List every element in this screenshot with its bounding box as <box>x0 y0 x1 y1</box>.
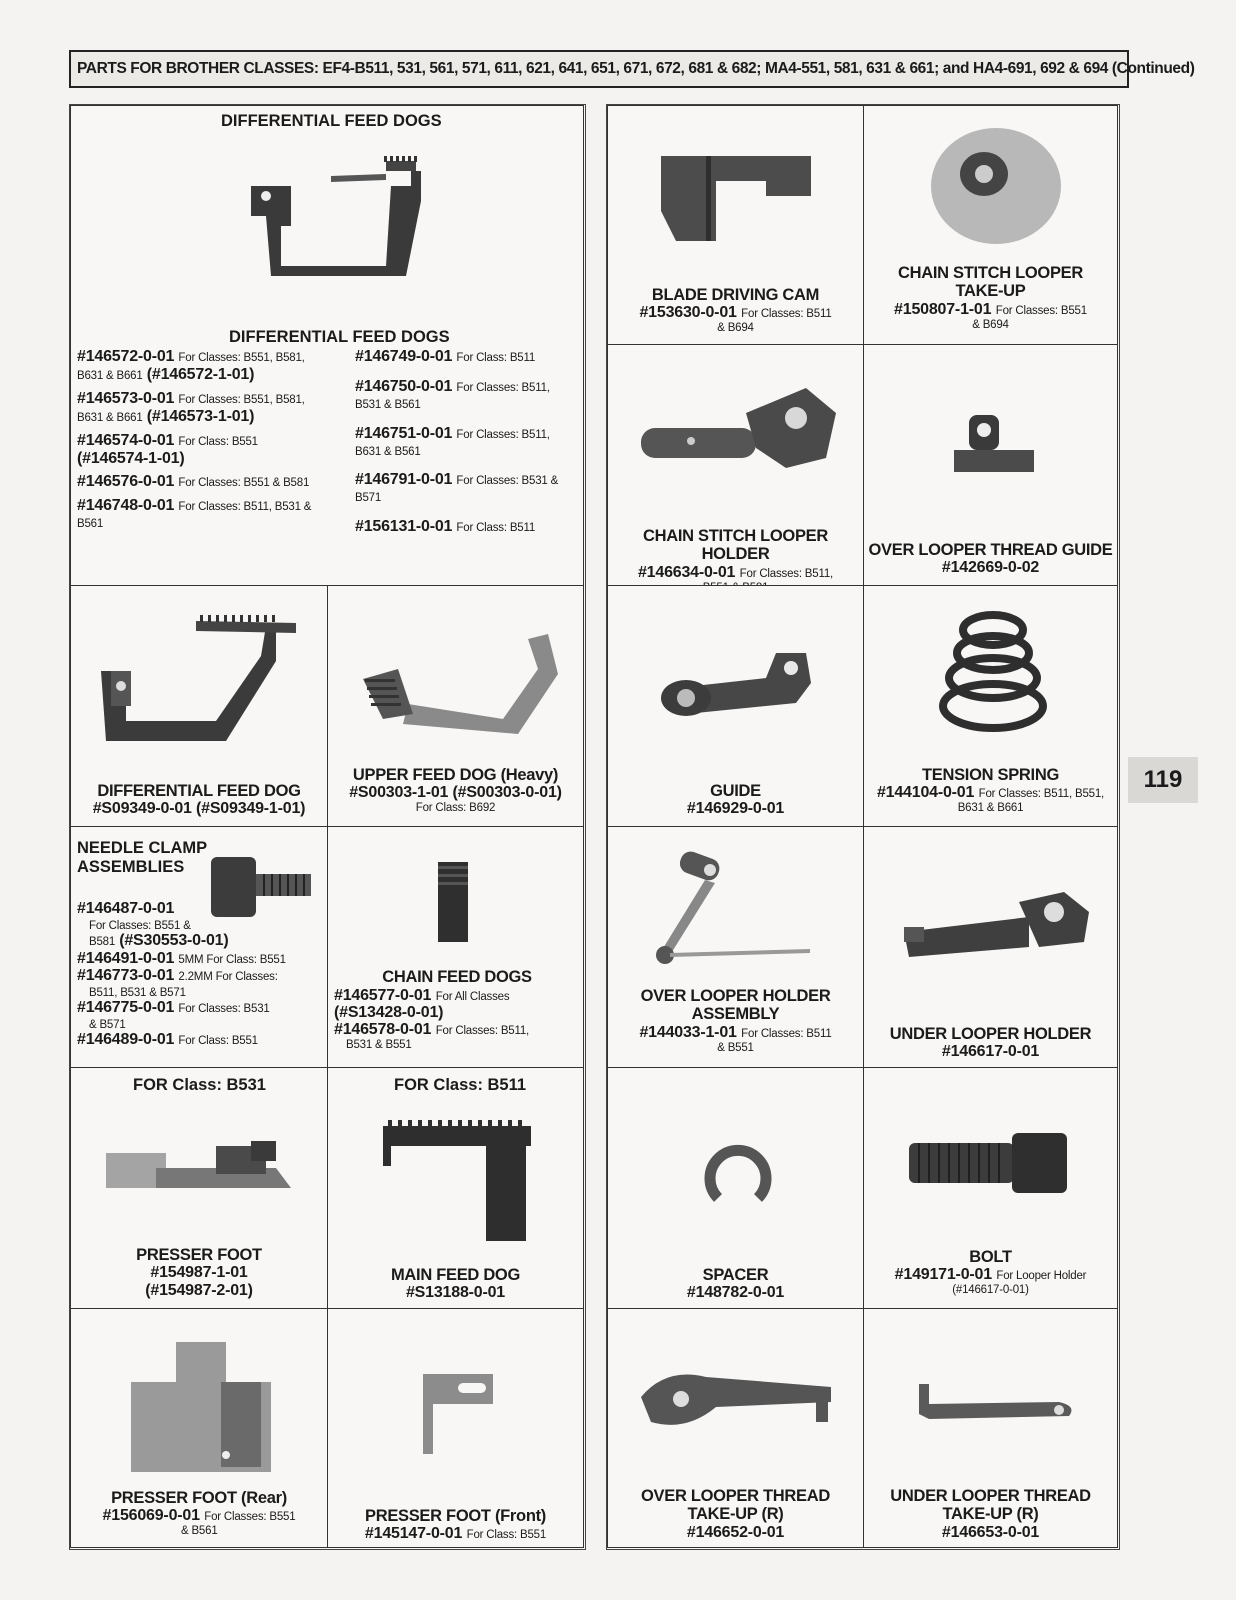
list-item: #146748-0-01 For Classes: B511, B531 & B561 <box>77 497 312 531</box>
blade-cam-caption: BLADE DRIVING CAM #153630-0-01 For Classes: B511 & B694 <box>639 286 832 335</box>
presser-foot-rear-photo <box>126 1337 276 1477</box>
diff-feed-dogs-heading: DIFFERENTIAL FEED DOGS <box>221 112 442 130</box>
diff-feed-dogs-cell <box>70 105 584 586</box>
upper-feed-dog-photo <box>353 624 563 744</box>
spacer-photo <box>698 1133 778 1213</box>
list-item: #146572-0-01 For Classes: B551, B581, B631 & B661 (#146572-1-01) <box>77 348 305 383</box>
list-item: #156131-0-01 For Class: B511 <box>355 518 536 536</box>
diff-feed-dogs-col2 <box>355 348 577 542</box>
list-item: #146775-0-01 For Classes: B531 & B571 <box>77 998 270 1031</box>
spacer-caption: SPACER #148782-0-01 <box>686 1266 785 1302</box>
guide-caption: GUIDE #146929-0-01 <box>686 782 785 818</box>
blade-cam-cell <box>607 105 864 345</box>
over-holder-photo <box>650 845 815 975</box>
chain-holder-photo <box>636 383 836 478</box>
under-holder-caption: UNDER LOOPER HOLDER #146617-0-01 <box>889 1025 1092 1061</box>
header-title: PARTS FOR BROTHER CLASSES: EF4-B511, 531, 561, 571, 611, 621, 641, 651, 671, 672, 681 & 682; MA4-551, 581, 631 & 661; and HA4-691, 692 & 694 (Continued) <box>77 60 1195 77</box>
diff-feed-dog-cell <box>70 585 328 827</box>
over-holder-caption: OVER LOOPER HOLDER ASSEMBLY #144033-1-01 For Classes: B511 & B551 <box>639 987 832 1054</box>
tension-spring-cell <box>863 585 1118 827</box>
bolt-cell <box>863 1067 1118 1309</box>
tension-spring-caption: TENSION SPRING #144104-0-01 For Classes: B511, B551, B631 & B661 <box>876 766 1105 815</box>
main-feed-dog-caption: MAIN FEED DOG #S13188-0-01 <box>390 1266 521 1302</box>
list-item: #146574-0-01 For Class: B551 (#146574-1-01) <box>77 431 258 467</box>
upper-feed-dog-cell <box>327 585 584 827</box>
spacer-cell <box>607 1067 864 1309</box>
over-takeup-cell <box>607 1308 864 1548</box>
needle-clamp-list <box>77 901 325 1048</box>
bolt-photo <box>904 1128 1074 1198</box>
blade-cam-photo <box>656 151 816 246</box>
presser-foot-front-caption: PRESSER FOOT (Front) #145147-0-01 For Class: B551 <box>364 1507 547 1543</box>
presser-foot-rear-cell <box>70 1308 328 1548</box>
presser-foot-rear-caption: PRESSER FOOT (Rear) #156069-0-01 For Classes: B551 & B561 <box>102 1489 296 1538</box>
under-holder-photo <box>899 887 1089 967</box>
chain-takeup-cell <box>863 105 1118 345</box>
under-takeup-cell <box>863 1308 1118 1548</box>
presser-foot-front-cell <box>327 1308 584 1548</box>
chain-feed-dogs-photo <box>428 862 478 947</box>
over-takeup-caption: OVER LOOPER THREAD TAKE-UP (R) #146652-0-01 <box>641 1487 830 1541</box>
right-panel <box>606 104 1120 1550</box>
under-takeup-caption: UNDER LOOPER THREAD TAKE-UP (R) #146653-0-01 <box>890 1487 1091 1541</box>
diff-feed-dog-photo <box>96 611 306 761</box>
list-item: #146773-0-01 2.2MM For Classes: B511, B531 & B571 <box>77 966 278 999</box>
list-item: #146576-0-01 For Classes: B551 & B581 <box>77 473 310 491</box>
under-takeup-photo <box>909 1374 1079 1434</box>
over-holder-cell <box>607 826 864 1068</box>
chain-feed-dogs-caption: CHAIN FEED DOGS #146577-0-01 For All Classes (#S13428-0-01) #146578-0-01 For Classes: B511, B531 & B551 <box>334 968 532 1051</box>
diff-feed-dog-caption: DIFFERENTIAL FEED DOG #S09349-0-01 (#S09349-1-01) <box>92 782 306 818</box>
presser-foot-front-photo <box>418 1369 498 1459</box>
chain-feed-dogs-cell <box>327 826 584 1068</box>
chain-takeup-caption: CHAIN STITCH LOOPER TAKE-UP #150807-1-01 For Classes: B551 & B694 <box>894 264 1087 331</box>
list-item: #146749-0-01 For Class: B511 <box>355 348 536 365</box>
list-item: #146489-0-01 For Class: B551 <box>77 1030 258 1048</box>
over-guide-cell <box>863 344 1118 586</box>
diff-feed-dogs-col1 <box>77 348 327 538</box>
list-item: #146751-0-01 For Classes: B511, B631 & B561 <box>355 424 550 458</box>
needle-clamp-cell <box>70 826 328 1068</box>
list-item: #146487-0-01 For Classes: B551 & B581 (#S30553-0-01) <box>77 900 229 950</box>
diff-feed-dogs-subheading: DIFFERENTIAL FEED DOGS <box>229 328 450 346</box>
chain-takeup-photo <box>926 124 1066 249</box>
chain-holder-caption: CHAIN STITCH LOOPER HOLDER #146634-0-01 For Classes: B511, <box>637 527 834 581</box>
list-item: #146791-0-01 For Classes: B531 & B571 <box>355 471 559 505</box>
over-guide-photo <box>949 410 1039 480</box>
needle-clamp-heading: NEEDLE CLAMP ASSEMBLIES <box>77 839 208 876</box>
over-takeup-photo <box>636 1357 836 1437</box>
main-feed-dog-photo <box>378 1118 538 1248</box>
for-b511-label: FOR Class: B511 <box>394 1076 527 1094</box>
bolt-caption: BOLT #149171-0-01 For Looper Holder (#146617-0-01) <box>894 1248 1087 1297</box>
guide-cell <box>607 585 864 827</box>
under-holder-cell <box>863 826 1118 1068</box>
page-header <box>69 50 1195 88</box>
for-b531-label: FOR Class: B531 <box>133 1076 266 1094</box>
guide-photo <box>656 648 816 728</box>
list-item: #146573-0-01 For Classes: B551, B581, B631 & B661 (#146573-1-01) <box>77 389 305 425</box>
list-item: #146750-0-01 For Classes: B511, B531 & B561 <box>355 377 550 411</box>
presser-foot-photo <box>106 1138 296 1198</box>
tension-spring-photo <box>936 608 1051 753</box>
list-item: #146491-0-01 5MM For Class: B551 <box>77 950 286 968</box>
page-number: 119 <box>1128 757 1198 803</box>
main-feed-dog-cell <box>327 1067 584 1309</box>
diff-feed-dogs-photo <box>236 156 436 296</box>
presser-foot-cell <box>70 1067 328 1309</box>
presser-foot-caption: PRESSER FOOT #154987-1-01 (#154987-2-01) <box>136 1246 262 1300</box>
chain-holder-cell <box>607 344 864 586</box>
over-guide-caption: OVER LOOPER THREAD GUIDE #142669-0-02 <box>868 541 1113 577</box>
left-panel <box>69 104 586 1550</box>
upper-feed-dog-caption: UPPER FEED DOG (Heavy) #S00303-1-01 (#S00303-0-01) For Class: B692 <box>349 766 562 815</box>
